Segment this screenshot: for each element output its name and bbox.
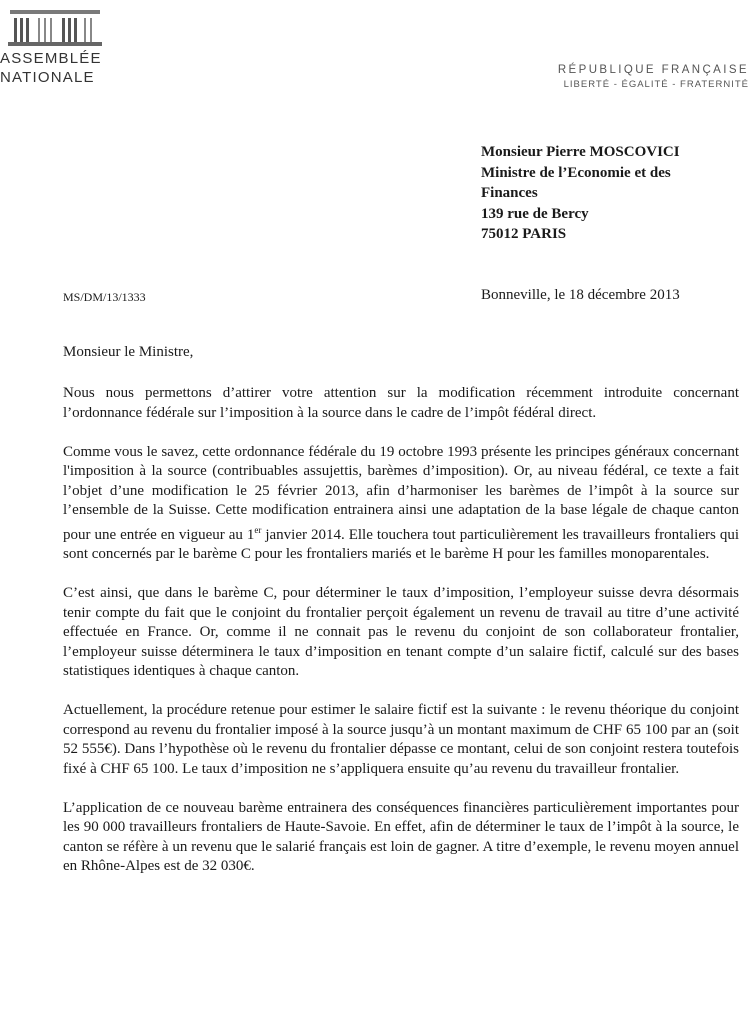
assemblee-logo [0,8,110,86]
paragraph-1: Nous nous permettons d’attirer votre attention sur la modification récemment introduite concernant l’ordonnance fédérale sur l’imposition à la source dans le cadre de l’impôt fédéral direct. [63,385,739,421]
republic-header [558,64,749,90]
logo-line-nationale: NATIONALE [0,69,95,86]
paragraph-2-part-b: janvier 2014. Elle touchera tout particulièrement les travailleurs frontaliers qui sont concernés par le barème C pour les frontaliers mariés et le barème H pour les familles monoparentales. [63,526,739,562]
recipient-name: Monsieur Pierre MOSCOVICI [481,144,680,160]
paragraph-2-part-a: Comme vous le savez, cette ordonnance fédérale du 19 octobre 1993 présente les principes généraux concernant l'imposition à la source (contribuables assujettis, barèmes d’imposition). Or, au niveau fédéral, ce texte a fait l’objet d’une modification le 25 février 2013, afin d’harmoniser les barèmes de l’impôt à la source sur l’ensemble de la Suisse. Cette modification entrainera ainsi une adaptation de la base légale de chaque canton pour une entrée en vigueur au 1 [63,443,739,543]
paragraph-3: C’est ainsi, que dans le barème C, pour déterminer le taux d’imposition, l’employeur suisse devra désormais tenir compte du fait que le conjoint du frontalier perçoit également un revenu de travail au titre d’une activité effectuée en France. Or, comme il ne connait pas le revenu du conjoint de son collaborateur frontalier, l’employeur suisse déterminera le taux d’imposition en tenant compte d’un salaire fictif, calculé sur des bases statistiques identiques à chaque canton. [63,585,739,679]
recipient-title-line2: Finances [481,185,538,201]
letter-body [63,384,739,896]
recipient-street: 139 rue de Bercy [481,205,589,222]
recipient-block [481,142,680,245]
recipient-title-line1: Ministre de l’Economie et des [481,164,671,181]
assemblee-building-icon [4,8,104,48]
paragraph-5: L’application de ce nouveau barème entrainera des conséquences financières particulièrement importantes pour les 90 000 travailleurs frontaliers de Haute-Savoie. En effet, afin de déterminer le taux de l’impôt à la source, le canton se réfère à un revenu que le salarié français est loin de gagner. A titre d’exemple, le revenu moyen annuel en Rhône-Alpes est de 32 030€. [63,799,739,874]
logo-line-assemblee: ASSEMBLÉE [0,50,102,67]
salutation: Monsieur le Ministre, [63,344,194,360]
reference-number: MS/DM/13/1333 [63,290,146,304]
paragraph-2-superscript: er [254,524,262,535]
letter-date: Bonneville, le 18 décembre 2013 [481,287,680,303]
republic-title: RÉPUBLIQUE FRANÇAISE [557,64,749,76]
paragraph-4: Actuellement, la procédure retenue pour estimer le salaire fictif est la suivante : le revenu théorique du conjoint correspond au revenu du frontalier imposé à la source jusqu’à un montant maximum de CHF 65 100 par an (soit 52 555€). Dans l’hypothèse où le revenu du frontalier dépasse ce montant, celui de son conjoint restera toutefois fixé à CHF 65 100. Le taux d’imposition ne s’appliquera ensuite qu’au revenu du travailleur frontalier. [63,702,739,777]
recipient-city: 75012 PARIS [481,226,567,242]
paragraph-2 [63,443,739,565]
republic-motto: LIBERTÉ - ÉGALITÉ - FRATERNITÉ [563,79,749,90]
